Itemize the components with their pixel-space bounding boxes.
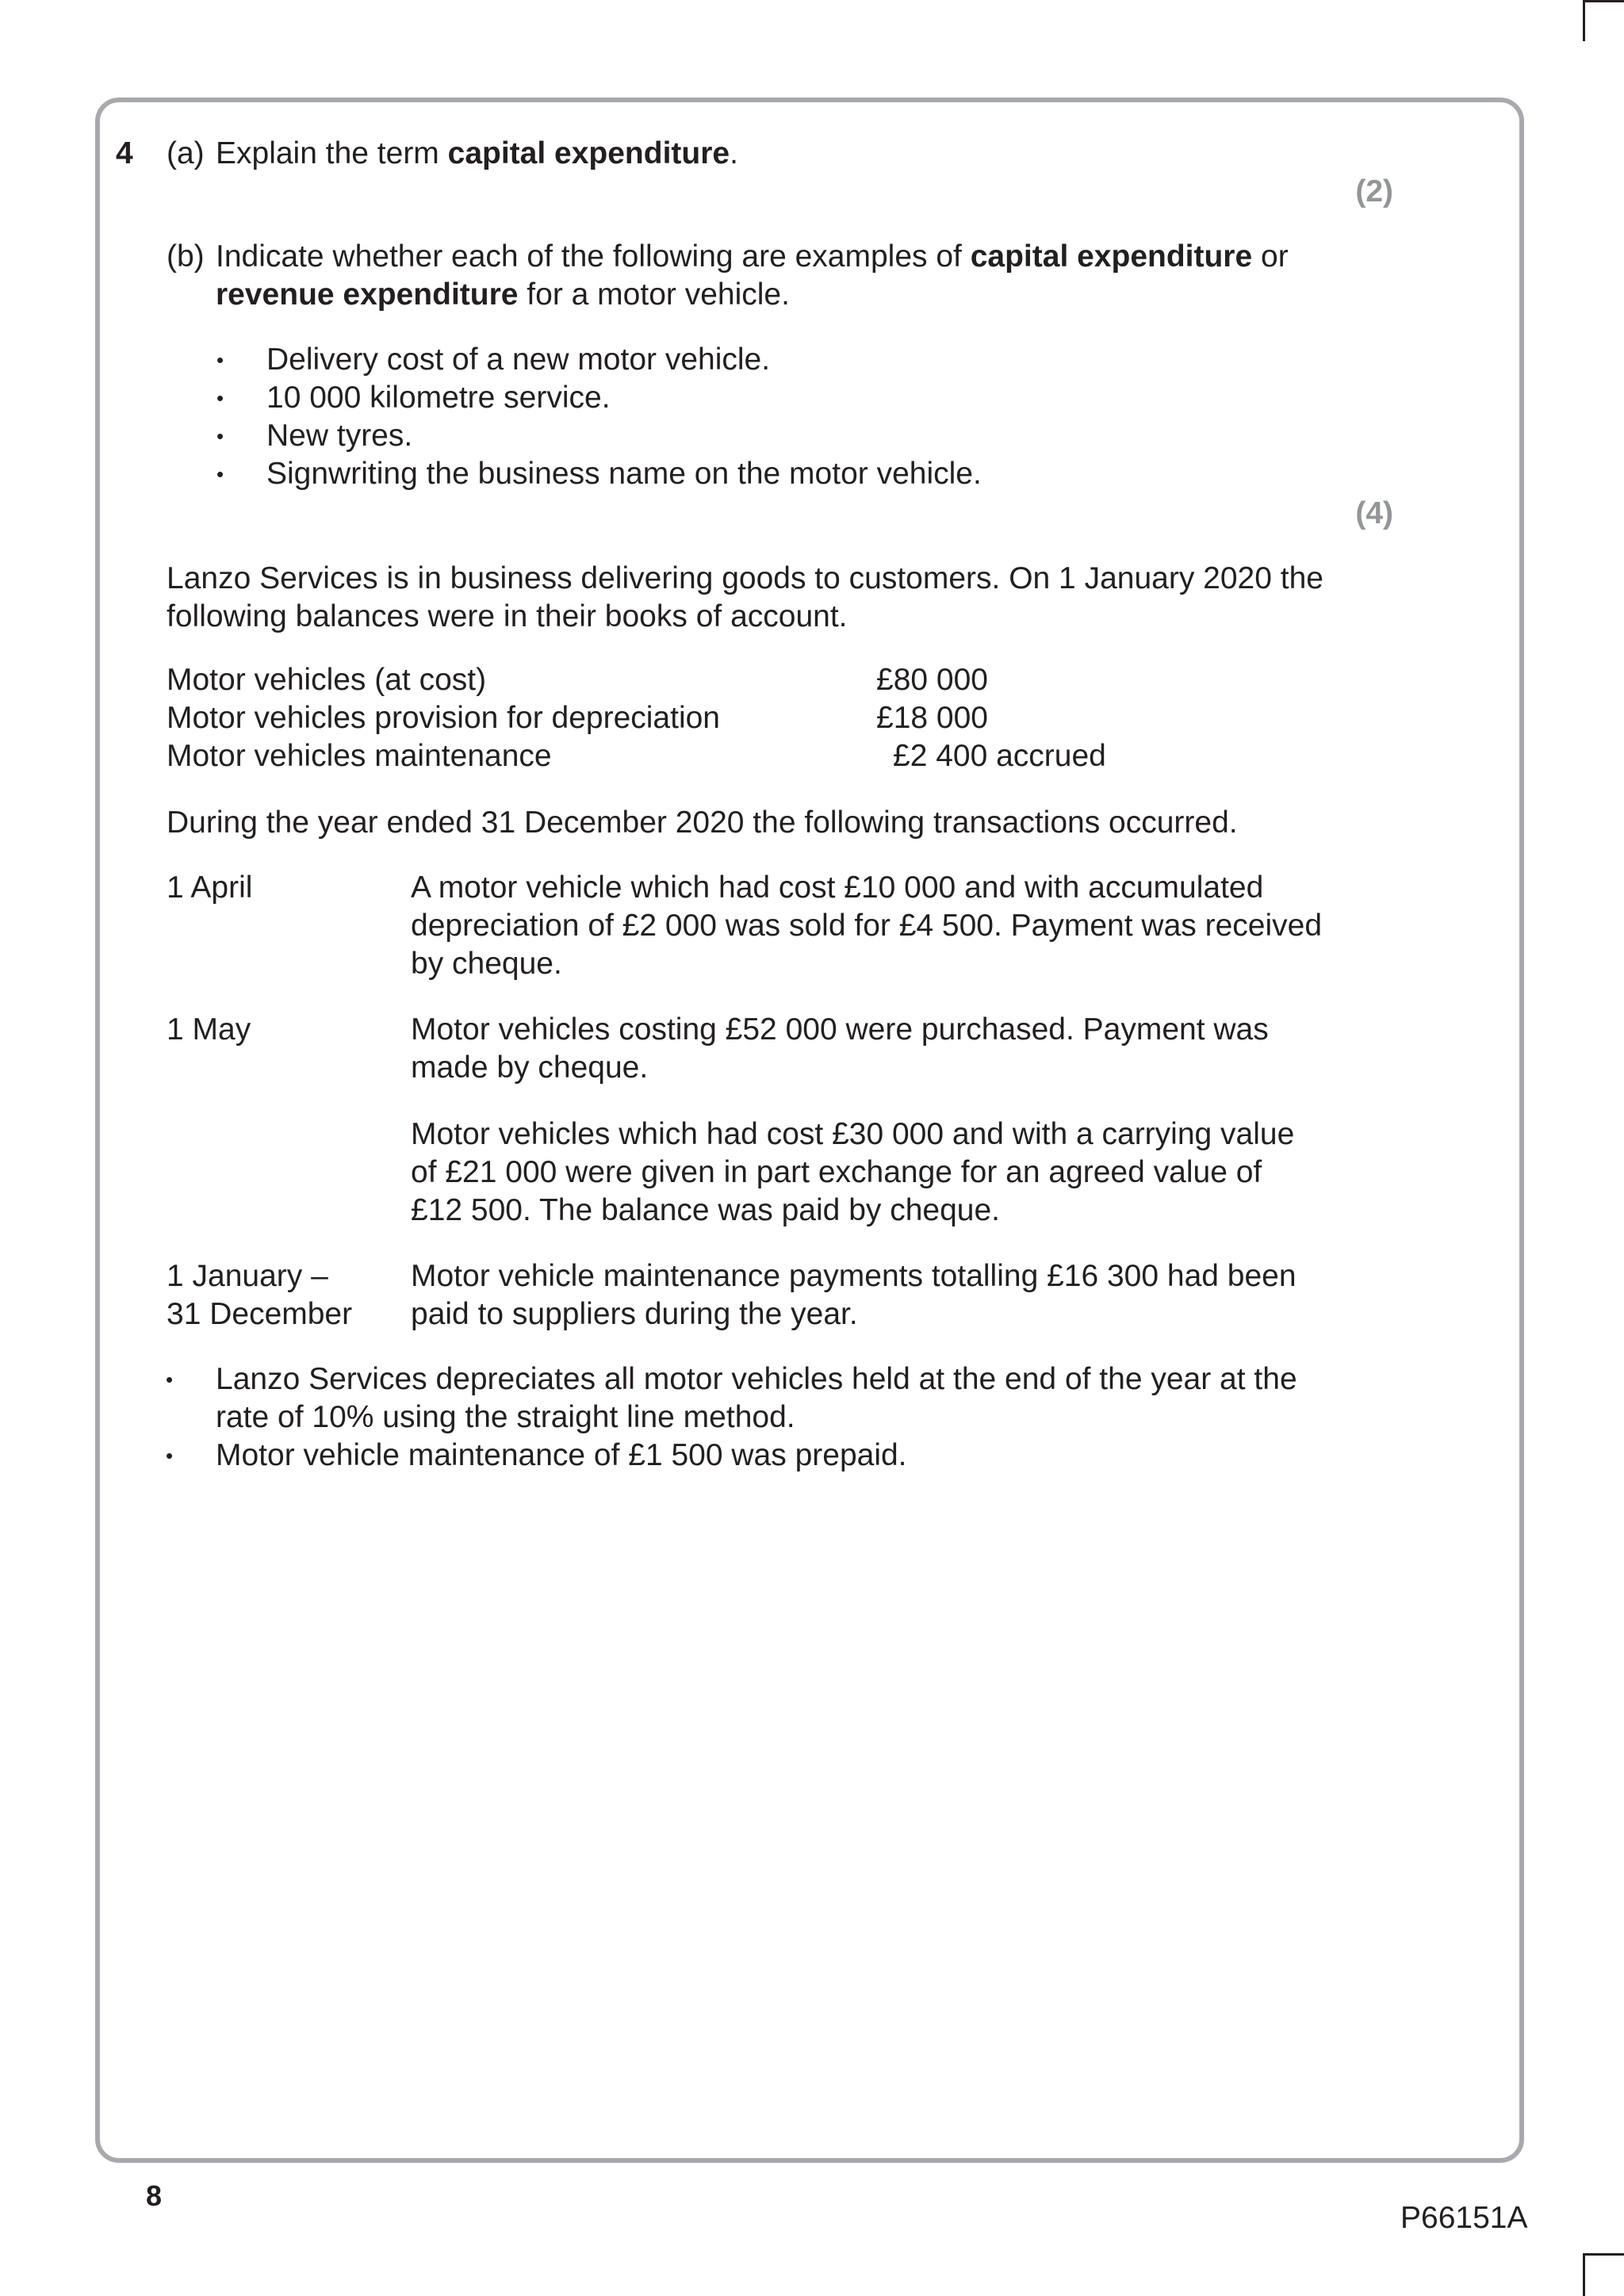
transaction-2	[167, 1011, 1324, 1087]
balance-label: Motor vehicles (at cost)	[167, 663, 487, 697]
list-item: • Motor vehicle maintenance of £1 500 was prepaid.	[216, 1437, 1365, 1475]
list-item: • 10 000 kilometre service.	[266, 379, 982, 417]
part-b-line1: Indicate whether each of the following are examples of capital expenditure or	[216, 239, 1289, 274]
transaction-text: Motor vehicle maintenance payments totalling £16 300 had been paid to suppliers during the year.	[411, 1259, 1297, 1331]
crop-mark-horizontal	[1583, 0, 1624, 2]
list-item: • Delivery cost of a new motor vehicle.	[266, 341, 982, 379]
part-a-text-pre: Explain the term	[216, 136, 448, 170]
table-row	[167, 737, 1197, 775]
transaction-date: 1 May	[167, 1012, 251, 1047]
list-item: • Lanzo Services depreciates all motor vehicles held at the end of the year at the rate of 10% using the straight line method.	[216, 1360, 1365, 1437]
question-number: 4	[116, 136, 133, 170]
part-b-items	[266, 341, 982, 493]
transaction-4	[167, 1257, 1324, 1334]
part-a-text-bold: capital expenditure	[447, 136, 730, 170]
part-a-label: (a)	[167, 136, 205, 170]
crop-mark-horizontal-bottom	[1583, 2253, 1624, 2256]
case-intro-line1: Lanzo Services is in business delivering goods to customers. On 1 January 2020 the	[167, 561, 1323, 595]
paper-code: P66151A	[1400, 2201, 1528, 2235]
table-row	[167, 699, 1197, 737]
case-notes	[216, 1360, 1365, 1475]
transaction-1	[167, 869, 1324, 983]
balance-label: Motor vehicles maintenance	[167, 739, 552, 773]
list-item: • New tyres.	[266, 417, 982, 455]
page-number: 8	[146, 2179, 163, 2212]
opening-balances	[167, 661, 1197, 775]
transaction-text: Motor vehicles costing £52 000 were purchased. Payment was made by cheque.	[411, 1012, 1269, 1085]
part-b-line2: revenue expenditure for a motor vehicle.	[216, 277, 790, 312]
part-a-text-post: .	[730, 136, 738, 170]
balance-value: £80 000	[876, 663, 988, 697]
balance-value: £18 000	[876, 701, 988, 735]
transaction-date: 1 April	[167, 871, 253, 905]
crop-mark-vertical	[1583, 0, 1585, 41]
transaction-3	[167, 1115, 1324, 1230]
case-intro	[167, 560, 1356, 636]
part-b-label: (b)	[167, 239, 205, 274]
transaction-text: A motor vehicle which had cost £10 000 and with accumulated depreciation of £2 000 was sold for £4 500. Payment was received by cheque.	[411, 871, 1323, 981]
balance-label: Motor vehicles provision for depreciation	[167, 701, 721, 735]
case-intro-line2: following balances were in their books of account.	[167, 599, 848, 633]
table-row	[167, 661, 1197, 699]
transaction-text: Motor vehicles which had cost £30 000 and with a carrying value of £21 000 were given in part exchange for an agreed value of £12 500. The balance was paid by cheque.	[411, 1117, 1295, 1227]
balance-value: £2 400 accrued	[893, 739, 1106, 773]
part-a-text	[216, 135, 738, 173]
year-intro: During the year ended 31 December 2020 the following transactions occurred.	[167, 806, 1238, 840]
part-a-marks: (2)	[1355, 174, 1393, 209]
transaction-date: 1 January – 31 December	[167, 1259, 353, 1331]
list-item: • Signwriting the business name on the motor vehicle.	[266, 455, 982, 493]
part-b-text	[216, 238, 1342, 314]
part-b-marks: (4)	[1355, 496, 1393, 530]
crop-mark-vertical-bottom	[1583, 2253, 1585, 2296]
